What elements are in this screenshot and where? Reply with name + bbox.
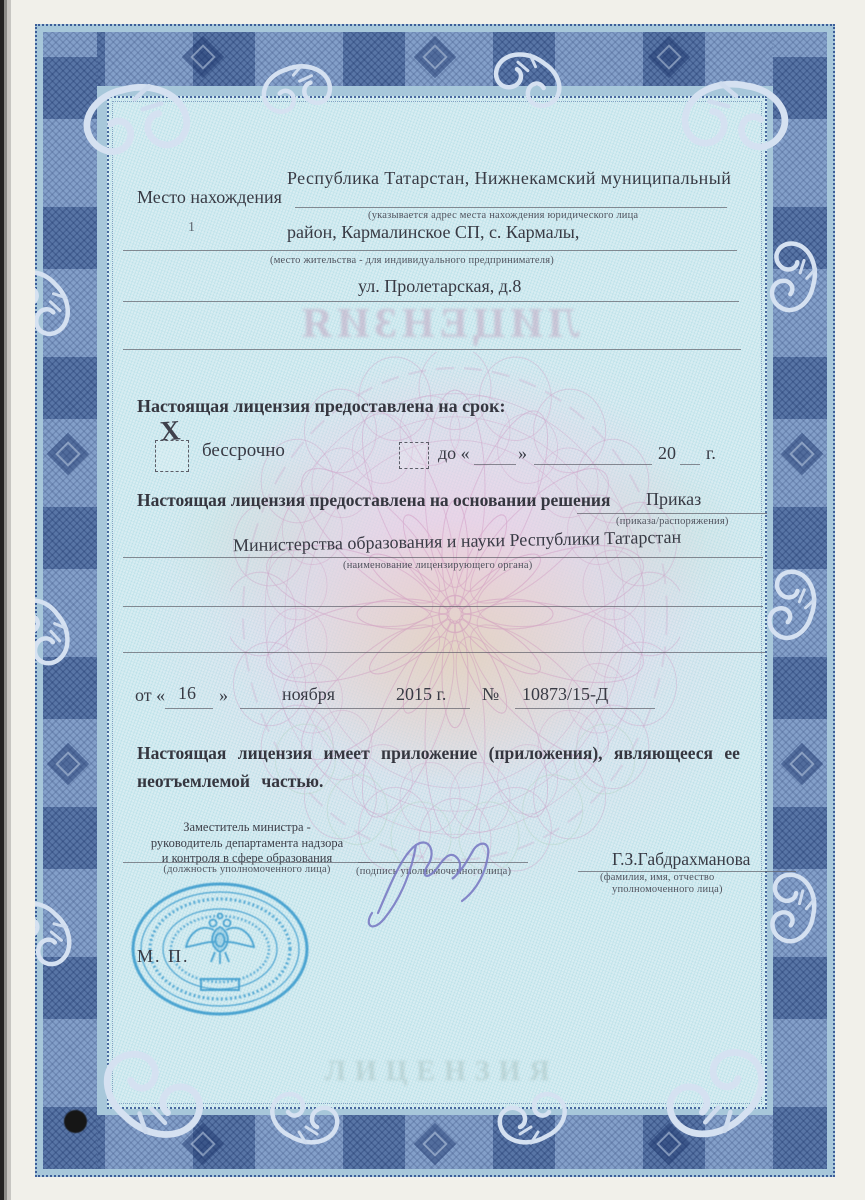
blank-line	[123, 349, 741, 350]
authority-hint: (наименование лицензирующего органа)	[343, 560, 533, 571]
signature-ink	[350, 825, 540, 940]
region-line: Республика Татарстан, Нижнекамский муниципальный	[287, 168, 732, 188]
until-prefix: до «	[438, 443, 470, 463]
blank-line	[123, 557, 763, 558]
date-year: 2015 г.	[396, 684, 447, 704]
blank-line	[123, 652, 765, 653]
blank-line	[123, 301, 739, 302]
annex-line-1: Настоящая лицензия имеет приложение (приложения), являющееся ее	[137, 743, 740, 763]
stamp-place-label: М. П.	[137, 946, 190, 966]
blank-line	[123, 606, 763, 607]
perpetual-label: бессрочно	[202, 440, 285, 461]
basis-hint: (приказа/распоряжения)	[616, 516, 729, 527]
position-line-3: и контроля в сфере образования	[161, 851, 333, 865]
location-label: Место нахождения	[137, 187, 282, 207]
perpetual-x-mark: X	[158, 415, 182, 448]
blank-line	[123, 250, 737, 251]
stray-mark: 1	[188, 220, 195, 235]
until-quote-close: »	[518, 443, 527, 463]
date-day: 16	[178, 683, 196, 703]
location-hint: (указывается адрес места нахождения юридического лица	[368, 210, 639, 221]
date-quote-close: »	[219, 685, 228, 705]
blank-line	[534, 464, 652, 465]
signatory-position	[125, 820, 369, 867]
signature-hint: (подпись уполномоченного лица)	[356, 866, 512, 877]
position-line-1: Заместитель министра -	[183, 820, 311, 834]
number-sign: №	[482, 684, 500, 704]
checkbox-empty	[399, 442, 429, 469]
address-line-3: ул. Пролетарская, д.8	[358, 276, 522, 296]
annex-line-2: неотъемлемой частью.	[137, 771, 324, 791]
blank-line	[165, 708, 213, 709]
watermark-showthrough: ЛИЦЕНЗИЯ	[296, 301, 580, 347]
blank-line	[123, 862, 370, 863]
basis-value: Приказ	[646, 489, 702, 509]
blank-line	[515, 708, 655, 709]
address-line-2: район, Кармалинское СП, с. Кармалы,	[287, 222, 580, 242]
position-hint: (должность уполномоченного лица)	[163, 864, 331, 875]
position-line-2: руководитель департамента надзора	[150, 835, 344, 850]
basis-heading: Настоящая лицензия предоставлена на основании решения	[137, 490, 611, 510]
blank-line	[240, 708, 470, 709]
name-hint-line-2: уполномоченного лица)	[612, 884, 723, 895]
date-prefix: от «	[135, 685, 166, 705]
until-year-suffix: г.	[706, 443, 716, 463]
until-century: 20	[658, 443, 676, 463]
authority-line: Министерства образования и науки Республики Татарстан	[232, 526, 682, 556]
watermark-emboss-bottom: ЛИЦЕНЗИЯ	[325, 1056, 559, 1087]
blank-line	[474, 464, 516, 465]
residence-hint: (место жительства - для индивидуального предпринимателя)	[270, 255, 554, 266]
scan-edge-shadow	[0, 0, 16, 1200]
double-headed-eagle-icon	[186, 914, 254, 965]
date-month: ноября	[282, 684, 336, 704]
signatory-name: Г.З.Габдрахманова	[612, 849, 751, 869]
name-hint-line-1: (фамилия, имя, отчество	[600, 872, 715, 883]
blank-line	[680, 464, 700, 465]
guilloche-rosette	[230, 352, 680, 876]
term-heading: Настоящая лицензия предоставлена на срок:	[137, 396, 506, 416]
hole-punch-dot	[64, 1110, 87, 1133]
blank-line	[577, 513, 767, 514]
license-number: 10873/15-Д	[522, 684, 609, 704]
blank-line	[295, 207, 727, 208]
